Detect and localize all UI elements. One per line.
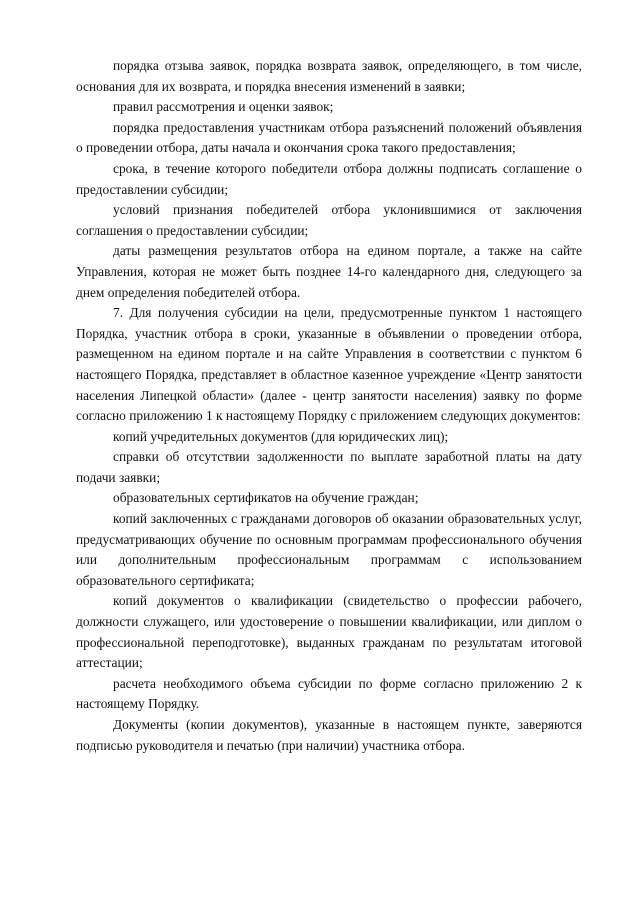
paragraph-education-certificates: образовательных сертификатов на обучение граждан; <box>113 490 419 506</box>
paragraph-contracts: копий заключенных с гражданами договоров об оказании образовательных услуг, предусматривающих обучение по основным программам профессионального обучения или дополнительным профессиональным программам с использованием образовательного сертификата; <box>76 511 582 588</box>
paragraph-item-7: 7. Для получения субсидии на цели, предусмотренные пунктом 1 настоящего Порядка, участник отбора в сроки, указанные в объявлении о проведении отбора, размещенном на едином портале и на сайте Управления в соответствии с пунктом 6 настоящего Порядка, представляет в областное казенное учреждение «Центр занятости населения Липецкой области» (далее - центр занятости населения) заявку по форме согласно приложению 1 к настоящему Порядку с приложением следующих документов: <box>76 305 582 424</box>
paragraph-founding-documents: копий учредительных документов (для юридических лиц); <box>113 428 449 444</box>
paragraph-evasion-conditions: условий признания победителей отбора уклонившимися от заключения соглашения о предоставлении субсидии; <box>76 202 582 238</box>
paragraph-results-publication: даты размещения результатов отбора на едином портале, а также на сайте Управления, которая не может быть позднее 14-го календарного дня, следующего за днем определения победителей отбора. <box>76 243 582 300</box>
paragraph-certification: Документы (копии документов), указанные в настоящем пункте, заверяются подписью руководителя и печатью (при наличии) участника отбора. <box>76 717 582 753</box>
paragraph-subsidy-calculation: расчета необходимого объема субсидии по форме согласно приложению 2 к настоящему Порядку. <box>76 675 582 712</box>
paragraph-no-debt-certificate: справки об отсутствии задолженности по выплате заработной платы на дату подачи заявки; <box>76 449 582 485</box>
paragraph-review-rules: правил рассмотрения и оценки заявок; <box>113 99 334 115</box>
paragraph-signing-deadline: срока, в течение которого победители отбора должны подписать соглашение о предоставлении субсидии; <box>76 160 582 197</box>
document-page <box>76 56 582 756</box>
paragraph-withdrawal-procedure: порядка отзыва заявок, порядка возврата заявок, определяющего, в том числе, основания для их возврата, и порядка внесения изменений в заявки; <box>76 58 582 94</box>
paragraph-clarifications: порядка предоставления участникам отбора разъяснений положений объявления о проведении отбора, даты начала и окончания срока такого предоставления; <box>76 119 582 156</box>
paragraph-qualification-documents: копий документов о квалификации (свидетельство о профессии рабочего, должности служащего, или удостоверение о повышении квалификации, или диплом о профессиональной переподготовке), выданных гражданам по результатам итоговой аттестации; <box>76 593 582 671</box>
